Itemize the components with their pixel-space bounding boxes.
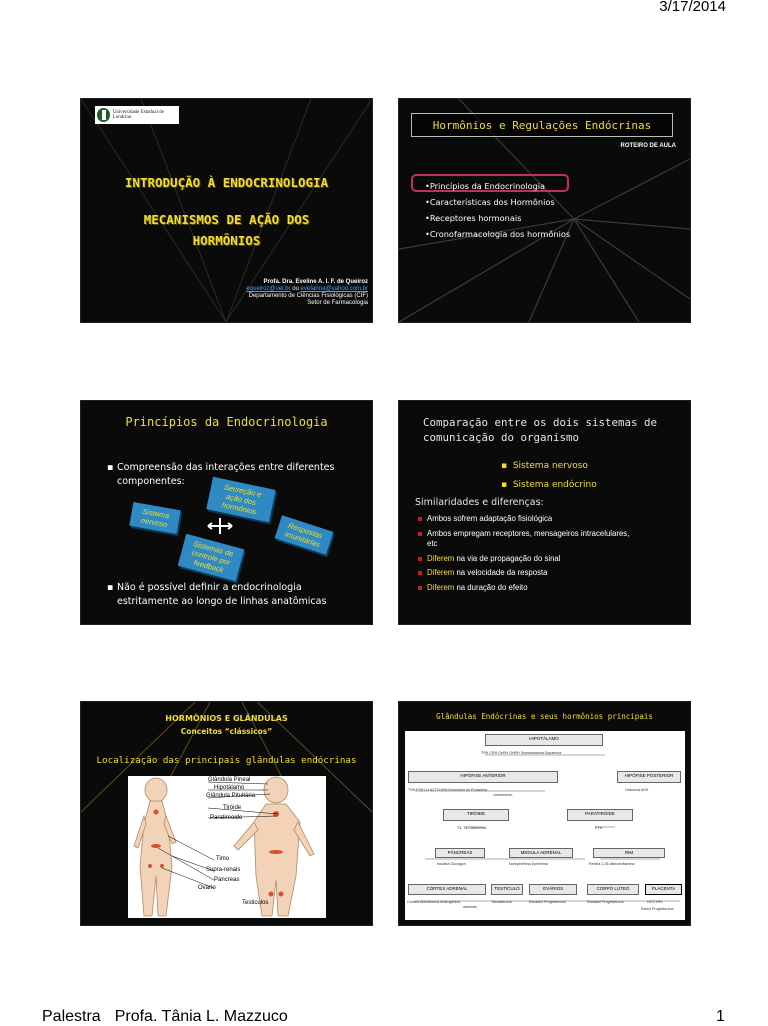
- item-text: Ambos sofrem adaptação fisiológica: [427, 514, 553, 523]
- hormones-hipofise-anterior-2: crescimento: [493, 793, 513, 797]
- box-cortex-adrenal: CÓRTEX ADRENAL: [408, 884, 486, 895]
- box-medula-adrenal: MEDULA ADRENAL: [509, 848, 573, 858]
- hormones-hipotalamo: TRH CRH GnRH GHRH Somatostatina Dopamina: [481, 751, 562, 755]
- slide-subtitle-line1: MECANISMOS DE AÇÃO DOS: [143, 212, 310, 227]
- university-logo-text: Universidade Estadual de Londrina: [112, 109, 164, 120]
- email-link-2[interactable]: evefarma@yahoo.com.br: [300, 286, 368, 292]
- bullet-item: [107, 581, 362, 609]
- agenda-list: [425, 178, 570, 242]
- hormones-ovarios: Estradiol Progesterona: [529, 900, 566, 904]
- department: Departamento de Ciências Fisiológicas (CIF): [248, 293, 368, 299]
- slide-label: ROTEIRO DE AULA: [620, 143, 676, 149]
- slide-title: INTRODUÇÃO À ENDOCRINOLOGIA: [124, 175, 329, 190]
- item-text: Ambos empregam receptores, mensageiros intracelulares, etc: [427, 528, 630, 548]
- hormones-hipofise-anterior: TSH FSH LH ACTH MSH Hormônio do Prolactina: [408, 788, 488, 792]
- label-timo: Timo: [216, 856, 230, 862]
- bullet-icon: ▪: [107, 462, 114, 473]
- comparison-item: [427, 514, 637, 525]
- comparison-item: [427, 568, 637, 579]
- slide-title: Glândulas Endócrinas e seus hormônios principais: [436, 712, 653, 721]
- footer-event: Palestra: [42, 1008, 101, 1025]
- slide-glandulas: [80, 701, 373, 926]
- label-pancreas: Pancreas: [214, 877, 240, 883]
- agenda-item: •Princípios da Endocrinologia: [425, 181, 546, 191]
- box-hipofise-anterior: HIPÓFISE ANTERIOR: [408, 771, 558, 783]
- box-paratiroide: PARATIRÓIDE: [567, 809, 633, 821]
- box-rim: RIM: [593, 848, 665, 858]
- four-way-arrows-icon: [206, 516, 234, 536]
- box-tiroide: TIRÓIDE: [443, 809, 509, 821]
- slide-title-line1: Comparação entre os dois sistemas de: [423, 416, 658, 429]
- label-ovario: Ovario: [198, 885, 216, 891]
- box-ovarios: OVÁRIOS: [529, 884, 577, 895]
- hormones-cortex-adrenal-2: adrenais: [463, 905, 477, 909]
- system-nervoso-label: Sistema nervoso: [512, 461, 588, 471]
- hormones-placenta-2: Estriol Progesterona: [641, 907, 674, 911]
- agenda-item: •Receptores hormonais: [425, 213, 522, 223]
- university-logo-icon: [97, 108, 110, 122]
- author-name: Profa. Dra. Eveline A. I. F. de Queiroz: [263, 279, 368, 285]
- highlight-word: Diferem: [427, 553, 455, 563]
- hormones-medula-adrenal: Norepinefrina Epinefrina: [509, 862, 548, 866]
- highlight-word: Diferem: [427, 568, 455, 577]
- email-separator: ou: [290, 286, 301, 292]
- slide-intro: [80, 98, 373, 323]
- comparison-item: [427, 554, 637, 565]
- section-heading: Similaridades e diferenças:: [415, 497, 544, 508]
- slide-title: Princípios da Endocrinologia: [125, 415, 328, 429]
- page-number: 1: [716, 1008, 725, 1025]
- label-pineal: Glândula Pineal: [208, 777, 251, 783]
- hormones-paratiroide: PTH: [595, 826, 603, 830]
- slide-title: HORMÔNIOS E GLÂNDULAS: [165, 714, 288, 723]
- anatomy-illustration: [128, 776, 326, 918]
- slide-subtitle: Conceitos “clássicos”: [180, 727, 273, 736]
- concept-tag-imunes: Respostas imunitárias: [275, 515, 334, 555]
- bullet-text: Não é possível definir a endocrinologia estritamente ao longo de linhas anatômicas: [117, 582, 327, 607]
- slide-roteiro: [398, 98, 691, 323]
- university-logo: [95, 106, 179, 124]
- email-link-1[interactable]: equeiroz@uel.br: [246, 286, 291, 292]
- hormones-tiroide: T3, T4 Calcitonina: [457, 826, 487, 830]
- hormones-rim: Renina 1,25-diidroxivitamina: [589, 862, 635, 866]
- agenda-item: •Cronofarmacologia dos hormônios: [425, 229, 571, 239]
- hormones-testiculo: Testosterona: [491, 900, 512, 904]
- system-endocrino: ▪ Sistema endócrino: [501, 480, 597, 490]
- box-placenta: PLACENTA: [645, 884, 682, 895]
- hormones-corpo-luteo: Estradiol Progesterona: [587, 900, 624, 904]
- concept-tag-secrecao: Secreção e ação dos hormônios: [206, 477, 275, 523]
- item-text: na via de propagação do sinal: [454, 553, 561, 563]
- label-testiculos: Testiculos: [242, 900, 269, 906]
- label-pituitaria: Glândula Pituitária: [206, 793, 256, 799]
- hormones-hipofise-posterior: Ocitocina ADH: [625, 788, 649, 792]
- hormones-cortex-adrenal: Cortisol Aldosterona Androgênios: [407, 900, 461, 904]
- comparison-item: [427, 529, 637, 550]
- system-nervoso: ▪ Sistema nervoso: [501, 461, 588, 471]
- system-endocrino-label: Sistema endócrino: [512, 480, 597, 490]
- highlight-word: Diferem: [427, 582, 455, 592]
- footer-left: [42, 1008, 302, 1026]
- slide-subtitle-line2: HORMÔNIOS: [192, 233, 261, 248]
- label-paratireoide: Paratireoide: [210, 815, 243, 821]
- box-pancreas: PÂNCREAS: [435, 848, 485, 858]
- slide-glandulas-hormonios: [398, 701, 691, 926]
- print-date: 3/17/2014: [659, 0, 726, 15]
- bullet-icon: ▪: [107, 582, 114, 593]
- slide-title: [423, 415, 657, 445]
- gland-hormone-diagram: [405, 731, 685, 920]
- slide-heading: Localização das principais glândulas endócrinas: [96, 755, 357, 766]
- hormones-placenta: HCG HPL: [647, 900, 663, 904]
- box-testiculo: TESTÍCULO: [491, 884, 523, 895]
- footer-presenter: Profa. Tânia L. Mazzuco: [114, 1008, 288, 1025]
- concept-tag-controle: Sistemas de controle por feedback: [178, 534, 244, 581]
- slide-principios: [80, 400, 373, 625]
- comparison-item: [427, 583, 637, 594]
- label-supra: Supra-renais: [206, 867, 241, 873]
- slide-comparacao: [398, 400, 691, 625]
- bullet-text: Compreensão das interações entre diferentes componentes:: [117, 462, 335, 487]
- comparison-list: [427, 514, 637, 597]
- label-hipotalamo: Hipotálamo: [214, 785, 245, 791]
- concept-tag-nervoso: Sistema nervoso: [129, 502, 180, 534]
- author-info: [246, 279, 368, 307]
- agenda-item: •Características dos Hormônios: [425, 197, 555, 207]
- box-hipotalamo: HIPOTÁLAMO: [485, 734, 603, 746]
- hormones-pancreas: Insulina Glucagon: [437, 862, 466, 866]
- box-hipofise-posterior: HIPÓFISE POSTERIOR: [617, 771, 681, 783]
- sector: Setor de Farmacologia: [307, 300, 368, 306]
- label-tiroide: Tiróide: [223, 805, 242, 811]
- slide-title: Hormônios e Regulações Endócrinas: [411, 113, 673, 137]
- slide-title-line2: comunicação do organismo: [423, 431, 580, 444]
- box-corpo-luteo: CORPO LÚTEO: [587, 884, 639, 895]
- item-text: na duração do efeito: [454, 582, 528, 592]
- item-text: na velocidade da resposta: [454, 568, 548, 577]
